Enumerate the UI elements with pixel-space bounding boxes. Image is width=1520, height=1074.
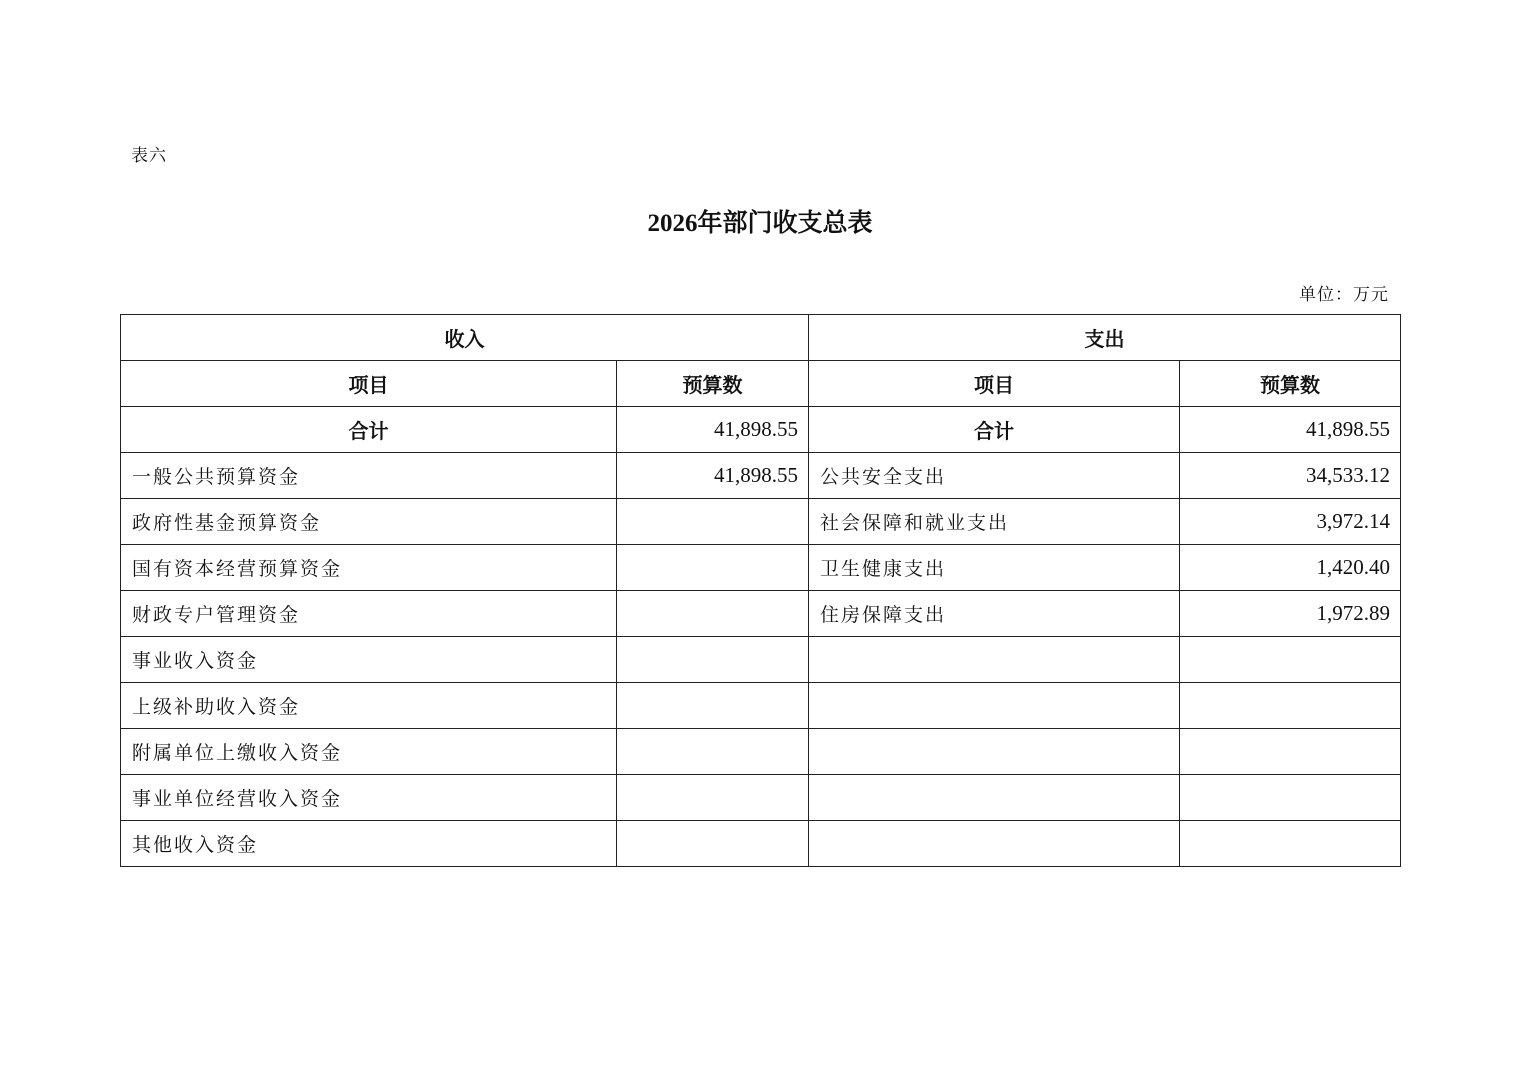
- expense-amount-cell: 1,420.40: [1180, 545, 1401, 591]
- expense-item-cell: [809, 637, 1180, 683]
- expense-amount-cell: [1180, 821, 1401, 867]
- income-item-cell: 政府性基金预算资金: [121, 499, 617, 545]
- table-row: [121, 637, 1401, 683]
- expense-amount-cell: [1180, 729, 1401, 775]
- expense-amount-cell: 1,972.89: [1180, 591, 1401, 637]
- income-group-header: 收入: [121, 315, 809, 361]
- table-row: [121, 729, 1401, 775]
- income-total-amount: 41,898.55: [617, 407, 809, 453]
- income-item-cell: 财政专户管理资金: [121, 591, 617, 637]
- income-amount-cell: [617, 591, 809, 637]
- expense-item-cell: 公共安全支出: [809, 453, 1180, 499]
- income-amount-cell: [617, 545, 809, 591]
- income-amount-cell: [617, 821, 809, 867]
- expense-amount-cell: [1180, 683, 1401, 729]
- income-amount-cell: [617, 683, 809, 729]
- budget-summary-table: [120, 314, 1401, 867]
- expense-amount-cell: [1180, 637, 1401, 683]
- expense-item-column-header: 项目: [809, 361, 1180, 407]
- table-number-label: 表六: [131, 146, 167, 166]
- income-amount-cell: [617, 775, 809, 821]
- expense-total-label: 合计: [809, 407, 1180, 453]
- unit-note: 单位：万元: [1299, 285, 1389, 305]
- income-item-cell: 上级补助收入资金: [121, 683, 617, 729]
- expense-item-cell: 社会保障和就业支出: [809, 499, 1180, 545]
- table-row: [121, 591, 1401, 637]
- group-header-row: [121, 315, 1401, 361]
- income-amount-cell: [617, 499, 809, 545]
- table-row: [121, 545, 1401, 591]
- expense-group-header: 支出: [809, 315, 1401, 361]
- expense-item-cell: 卫生健康支出: [809, 545, 1180, 591]
- income-item-cell: 国有资本经营预算资金: [121, 545, 617, 591]
- document-title: 2026年部门收支总表: [647, 210, 873, 237]
- income-budget-column-header: 预算数: [617, 361, 809, 407]
- income-amount-cell: [617, 729, 809, 775]
- income-item-column-header: 项目: [121, 361, 617, 407]
- income-amount-cell: [617, 637, 809, 683]
- expense-amount-cell: 3,972.14: [1180, 499, 1401, 545]
- expense-item-cell: [809, 775, 1180, 821]
- table-row: [121, 499, 1401, 545]
- expense-amount-cell: 34,533.12: [1180, 453, 1401, 499]
- expense-item-cell: [809, 729, 1180, 775]
- expense-budget-column-header: 预算数: [1180, 361, 1401, 407]
- income-item-cell: 附属单位上缴收入资金: [121, 729, 617, 775]
- income-item-cell: 事业收入资金: [121, 637, 617, 683]
- table-row: [121, 683, 1401, 729]
- expense-amount-cell: [1180, 775, 1401, 821]
- income-item-cell: 其他收入资金: [121, 821, 617, 867]
- table-row: [121, 775, 1401, 821]
- expense-item-cell: [809, 821, 1180, 867]
- income-item-cell: 事业单位经营收入资金: [121, 775, 617, 821]
- expense-item-cell: 住房保障支出: [809, 591, 1180, 637]
- income-total-label: 合计: [121, 407, 617, 453]
- column-header-row: [121, 361, 1401, 407]
- table-row: [121, 453, 1401, 499]
- expense-item-cell: [809, 683, 1180, 729]
- table-row: [121, 821, 1401, 867]
- total-row: [121, 407, 1401, 453]
- income-amount-cell: 41,898.55: [617, 453, 809, 499]
- expense-total-amount: 41,898.55: [1180, 407, 1401, 453]
- income-item-cell: 一般公共预算资金: [121, 453, 617, 499]
